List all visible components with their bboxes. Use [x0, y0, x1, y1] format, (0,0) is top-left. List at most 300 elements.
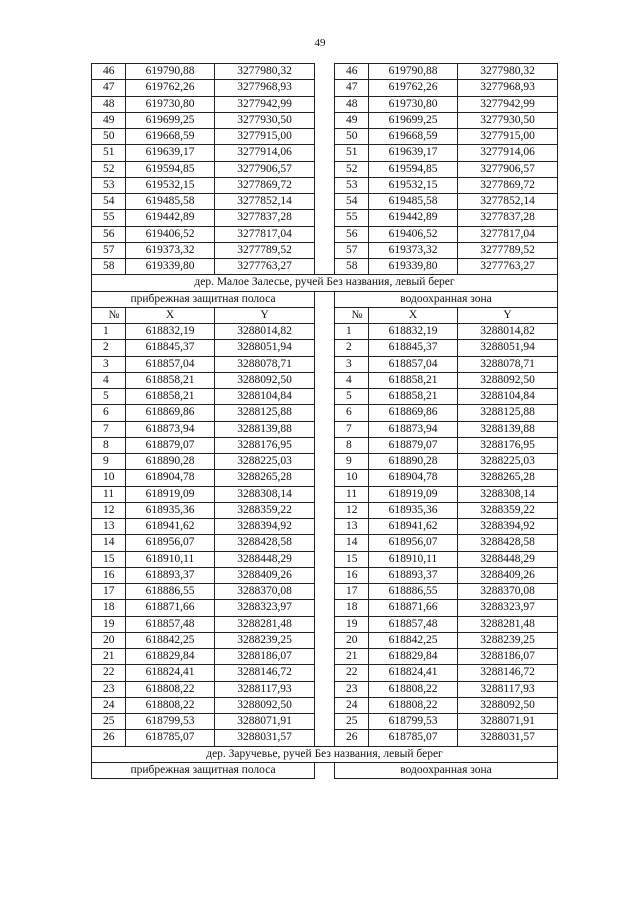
header-row: [92, 307, 558, 323]
coord-y: 3288370,08: [458, 584, 558, 600]
coord-x: 618890,28: [126, 454, 215, 470]
coord-y: 3288071,91: [215, 714, 315, 730]
coord-y: 3277915,00: [215, 129, 315, 145]
point-number: 11: [335, 486, 369, 502]
point-number: 48: [335, 96, 369, 112]
point-number: 5: [335, 389, 369, 405]
coord-y: 3288359,22: [215, 502, 315, 518]
coord-x: 619639,17: [369, 145, 458, 161]
point-number: 50: [335, 129, 369, 145]
table-row: [92, 194, 558, 210]
coord-y: 3288409,26: [215, 567, 315, 583]
point-number: 58: [92, 259, 126, 275]
coord-y: 3288092,50: [458, 372, 558, 388]
gap-cell: [315, 129, 335, 145]
point-number: 6: [92, 405, 126, 421]
gap-cell: [315, 177, 335, 193]
coord-x: 618904,78: [369, 470, 458, 486]
table-row: [92, 486, 558, 502]
point-number: 26: [92, 730, 126, 746]
table-row: [92, 389, 558, 405]
header-y: Y: [458, 307, 558, 323]
section2: [92, 746, 558, 779]
point-number: 25: [335, 714, 369, 730]
table-row: [92, 600, 558, 616]
point-number: 12: [335, 502, 369, 518]
table-row: [92, 632, 558, 648]
coord-y: 3277763,27: [215, 259, 315, 275]
coord-y: 3277942,99: [458, 96, 558, 112]
table-row: [92, 470, 558, 486]
coord-x: 618808,22: [369, 681, 458, 697]
table-row: [92, 421, 558, 437]
point-number: 20: [92, 632, 126, 648]
coord-x: 618857,48: [126, 616, 215, 632]
coord-x: 618919,09: [369, 486, 458, 502]
point-number: 9: [92, 454, 126, 470]
section-title: дер. Малое Залесье, ручей Без названия, левый берег: [92, 275, 558, 291]
gap-cell: [315, 616, 335, 632]
point-number: 6: [335, 405, 369, 421]
coord-y: 3288281,48: [458, 616, 558, 632]
coord-x: 619790,88: [126, 64, 215, 80]
coord-y: 3277906,57: [215, 161, 315, 177]
point-number: 22: [335, 665, 369, 681]
coord-y: 3288428,58: [215, 535, 315, 551]
gap-cell: [315, 340, 335, 356]
coord-y: 3288239,25: [458, 632, 558, 648]
gap-cell: [315, 210, 335, 226]
coord-x: 619762,26: [369, 80, 458, 96]
block1-rows: [92, 64, 558, 275]
point-number: 18: [92, 600, 126, 616]
gap-cell: [315, 665, 335, 681]
coord-x: 619668,59: [126, 129, 215, 145]
coord-x: 618904,78: [126, 470, 215, 486]
coord-y: 3288370,08: [215, 584, 315, 600]
coord-x: 618858,21: [126, 389, 215, 405]
coord-y: 3277852,14: [215, 194, 315, 210]
point-number: 8: [92, 437, 126, 453]
coord-y: 3288139,88: [458, 421, 558, 437]
coord-y: 3288031,57: [458, 730, 558, 746]
coord-x: 618890,28: [369, 454, 458, 470]
coord-x: 619730,80: [126, 96, 215, 112]
coord-y: 3288323,97: [215, 600, 315, 616]
coord-x: 619730,80: [369, 96, 458, 112]
point-number: 56: [92, 226, 126, 242]
coord-y: 3277869,72: [215, 177, 315, 193]
coord-y: 3288308,14: [215, 486, 315, 502]
table-row: [92, 80, 558, 96]
point-number: 2: [335, 340, 369, 356]
point-number: 18: [335, 600, 369, 616]
coord-y: 3288031,57: [215, 730, 315, 746]
table-row: [92, 454, 558, 470]
point-number: 13: [335, 519, 369, 535]
coord-x: 618879,07: [369, 437, 458, 453]
coord-y: 3277930,50: [215, 112, 315, 128]
point-number: 15: [92, 551, 126, 567]
table-row: [92, 177, 558, 193]
table-row: [92, 226, 558, 242]
coord-y: 3288092,50: [458, 697, 558, 713]
point-number: 54: [335, 194, 369, 210]
table-row: [92, 730, 558, 746]
point-number: 23: [92, 681, 126, 697]
header-num: №: [92, 307, 126, 323]
gap-cell: [315, 714, 335, 730]
point-number: 23: [335, 681, 369, 697]
coord-y: 3288176,95: [458, 437, 558, 453]
coord-y: 3288308,14: [458, 486, 558, 502]
point-number: 46: [335, 64, 369, 80]
coord-y: 3288104,84: [215, 389, 315, 405]
point-number: 11: [92, 486, 126, 502]
gap-cell: [315, 567, 335, 583]
point-number: 22: [92, 665, 126, 681]
point-number: 3: [92, 356, 126, 372]
coord-x: 619639,17: [126, 145, 215, 161]
point-number: 4: [92, 372, 126, 388]
coord-y: 3288265,28: [215, 470, 315, 486]
gap-cell: [315, 194, 335, 210]
gap-cell: [315, 486, 335, 502]
point-number: 17: [335, 584, 369, 600]
point-number: 58: [335, 259, 369, 275]
coord-x: 618857,04: [369, 356, 458, 372]
coord-x: 618893,37: [369, 567, 458, 583]
coord-y: 3288051,94: [458, 340, 558, 356]
table-row: [92, 697, 558, 713]
coord-x: 618799,53: [126, 714, 215, 730]
point-number: 48: [92, 96, 126, 112]
gap-cell: [315, 291, 335, 307]
table-row: [92, 64, 558, 80]
coord-x: 619594,85: [369, 161, 458, 177]
coord-y: 3288139,88: [215, 421, 315, 437]
coord-x: 619532,15: [126, 177, 215, 193]
coord-y: 3288117,93: [215, 681, 315, 697]
point-number: 7: [335, 421, 369, 437]
coord-y: 3277837,28: [458, 210, 558, 226]
zone-row: [92, 291, 558, 307]
gap-cell: [315, 584, 335, 600]
point-number: 47: [335, 80, 369, 96]
point-number: 52: [92, 161, 126, 177]
coord-x: 619699,25: [369, 112, 458, 128]
coord-y: 3288265,28: [458, 470, 558, 486]
point-number: 8: [335, 437, 369, 453]
coord-y: 3277852,14: [458, 194, 558, 210]
coord-x: 618873,94: [369, 421, 458, 437]
table-row: [92, 551, 558, 567]
coord-x: 619699,25: [126, 112, 215, 128]
coord-y: 3288359,22: [458, 502, 558, 518]
coord-y: 3288409,26: [458, 567, 558, 583]
gap-cell: [315, 405, 335, 421]
table-row: [92, 714, 558, 730]
coord-x: 618832,19: [126, 324, 215, 340]
point-number: 1: [335, 324, 369, 340]
coord-y: 3288428,58: [458, 535, 558, 551]
gap-cell: [315, 762, 335, 778]
table-row: [92, 584, 558, 600]
gap-cell: [315, 632, 335, 648]
coord-x: 619339,80: [126, 259, 215, 275]
coord-y: 3277763,27: [458, 259, 558, 275]
coord-y: 3288448,29: [458, 551, 558, 567]
coord-y: 3288323,97: [458, 600, 558, 616]
coord-y: 3288104,84: [458, 389, 558, 405]
coord-x: 619406,52: [369, 226, 458, 242]
coord-x: 618956,07: [369, 535, 458, 551]
coord-x: 619442,89: [369, 210, 458, 226]
point-number: 21: [92, 649, 126, 665]
point-number: 53: [335, 177, 369, 193]
point-number: 17: [92, 584, 126, 600]
gap-cell: [315, 259, 335, 275]
coord-y: 3277914,06: [215, 145, 315, 161]
coord-x: 619762,26: [126, 80, 215, 96]
coord-x: 618829,84: [126, 649, 215, 665]
coord-x: 618879,07: [126, 437, 215, 453]
point-number: 15: [335, 551, 369, 567]
point-number: 55: [92, 210, 126, 226]
coord-y: 3288014,82: [458, 324, 558, 340]
table-row: [92, 161, 558, 177]
coord-y: 3288125,88: [458, 405, 558, 421]
point-number: 12: [92, 502, 126, 518]
table-row: [92, 502, 558, 518]
coord-x: 619668,59: [369, 129, 458, 145]
gap-cell: [315, 421, 335, 437]
coord-x: 618808,22: [126, 681, 215, 697]
coord-y: 3288092,50: [215, 372, 315, 388]
coord-x: 618829,84: [369, 649, 458, 665]
table-row: [92, 519, 558, 535]
table-row: [92, 535, 558, 551]
gap-cell: [315, 161, 335, 177]
gap-cell: [315, 681, 335, 697]
point-number: 16: [92, 567, 126, 583]
coord-x: 618824,41: [126, 665, 215, 681]
table-row: [92, 242, 558, 258]
coord-x: 618873,94: [126, 421, 215, 437]
point-number: 24: [92, 697, 126, 713]
coord-x: 618832,19: [369, 324, 458, 340]
coord-x: 618886,55: [126, 584, 215, 600]
point-number: 20: [335, 632, 369, 648]
point-number: 26: [335, 730, 369, 746]
coord-y: 3288092,50: [215, 697, 315, 713]
coord-y: 3288448,29: [215, 551, 315, 567]
coord-x: 618845,37: [126, 340, 215, 356]
point-number: 47: [92, 80, 126, 96]
point-number: 5: [92, 389, 126, 405]
gap-cell: [315, 324, 335, 340]
point-number: 4: [335, 372, 369, 388]
header-x: X: [126, 307, 215, 323]
coord-y: 3288071,91: [458, 714, 558, 730]
table-row: [92, 372, 558, 388]
coord-y: 3288281,48: [215, 616, 315, 632]
coord-y: 3288394,92: [458, 519, 558, 535]
coordinates-table: [91, 63, 558, 779]
point-number: 49: [335, 112, 369, 128]
coord-x: 618857,04: [126, 356, 215, 372]
coord-x: 619485,58: [369, 194, 458, 210]
table-row: [92, 145, 558, 161]
coord-y: 3288078,71: [458, 356, 558, 372]
coord-x: 618858,21: [126, 372, 215, 388]
section1: [92, 275, 558, 324]
header-y: Y: [215, 307, 315, 323]
point-number: 19: [92, 616, 126, 632]
gap-cell: [315, 437, 335, 453]
header-x: X: [369, 307, 458, 323]
coord-x: 618886,55: [369, 584, 458, 600]
coord-y: 3288014,82: [215, 324, 315, 340]
gap-cell: [315, 80, 335, 96]
table-row: [92, 259, 558, 275]
coord-y: 3288394,92: [215, 519, 315, 535]
coord-y: 3277914,06: [458, 145, 558, 161]
coord-y: 3288146,72: [215, 665, 315, 681]
coord-y: 3277869,72: [458, 177, 558, 193]
point-number: 14: [335, 535, 369, 551]
coord-y: 3277817,04: [215, 226, 315, 242]
coord-x: 618845,37: [369, 340, 458, 356]
point-number: 14: [92, 535, 126, 551]
point-number: 3: [335, 356, 369, 372]
coord-x: 618857,48: [369, 616, 458, 632]
zone-left-label: прибрежная защитная полоса: [92, 291, 315, 307]
coord-x: 619373,32: [369, 242, 458, 258]
coord-x: 618858,21: [369, 389, 458, 405]
gap-cell: [315, 64, 335, 80]
coord-x: 618842,25: [126, 632, 215, 648]
section-title-row: [92, 746, 558, 762]
point-number: 49: [92, 112, 126, 128]
point-number: 2: [92, 340, 126, 356]
coord-x: 618935,36: [126, 502, 215, 518]
table-row: [92, 324, 558, 340]
coord-y: 3277968,93: [458, 80, 558, 96]
coord-x: 618869,86: [126, 405, 215, 421]
point-number: 53: [92, 177, 126, 193]
table-row: [92, 210, 558, 226]
point-number: 24: [335, 697, 369, 713]
gap-cell: [315, 145, 335, 161]
coord-x: 618842,25: [369, 632, 458, 648]
table-row: [92, 340, 558, 356]
coord-x: 618910,11: [369, 551, 458, 567]
coord-y: 3288225,03: [215, 454, 315, 470]
coord-x: 618808,22: [369, 697, 458, 713]
coord-x: 618785,07: [126, 730, 215, 746]
coord-x: 618941,62: [126, 519, 215, 535]
table-row: [92, 649, 558, 665]
zone-right-label: водоохранная зона: [335, 762, 558, 778]
coord-y: 3288078,71: [215, 356, 315, 372]
zone-left-label: прибрежная защитная полоса: [92, 762, 315, 778]
coord-y: 3277817,04: [458, 226, 558, 242]
gap-cell: [315, 307, 335, 323]
point-number: 55: [335, 210, 369, 226]
coord-x: 618956,07: [126, 535, 215, 551]
coord-x: 618871,66: [126, 600, 215, 616]
table-row: [92, 616, 558, 632]
table-row: [92, 356, 558, 372]
point-number: 13: [92, 519, 126, 535]
coord-x: 618935,36: [369, 502, 458, 518]
gap-cell: [315, 356, 335, 372]
gap-cell: [315, 502, 335, 518]
point-number: 16: [335, 567, 369, 583]
gap-cell: [315, 96, 335, 112]
coord-x: 618919,09: [126, 486, 215, 502]
table-row: [92, 405, 558, 421]
coord-x: 618808,22: [126, 697, 215, 713]
table-row: [92, 681, 558, 697]
point-number: 10: [335, 470, 369, 486]
coord-y: 3288186,07: [215, 649, 315, 665]
point-number: 46: [92, 64, 126, 80]
gap-cell: [315, 697, 335, 713]
coord-y: 3277915,00: [458, 129, 558, 145]
point-number: 10: [92, 470, 126, 486]
coord-x: 618869,86: [369, 405, 458, 421]
point-number: 50: [92, 129, 126, 145]
coord-x: 619485,58: [126, 194, 215, 210]
coord-x: 618893,37: [126, 567, 215, 583]
coord-y: 3277837,28: [215, 210, 315, 226]
table-row: [92, 96, 558, 112]
gap-cell: [315, 470, 335, 486]
coord-x: 619442,89: [126, 210, 215, 226]
coord-y: 3277980,32: [458, 64, 558, 80]
gap-cell: [315, 730, 335, 746]
gap-cell: [315, 551, 335, 567]
point-number: 51: [92, 145, 126, 161]
gap-cell: [315, 372, 335, 388]
point-number: 54: [92, 194, 126, 210]
table-row: [92, 437, 558, 453]
gap-cell: [315, 242, 335, 258]
point-number: 57: [335, 242, 369, 258]
zone-right-label: водоохранная зона: [335, 291, 558, 307]
section-title-row: [92, 275, 558, 291]
header-num: №: [335, 307, 369, 323]
point-number: 19: [335, 616, 369, 632]
coord-y: 3288239,25: [215, 632, 315, 648]
coord-y: 3277789,52: [458, 242, 558, 258]
point-number: 56: [335, 226, 369, 242]
gap-cell: [315, 112, 335, 128]
coord-y: 3277789,52: [215, 242, 315, 258]
gap-cell: [315, 454, 335, 470]
coord-y: 3288117,93: [458, 681, 558, 697]
zone-row: [92, 762, 558, 778]
table-row: [92, 567, 558, 583]
coord-x: 618871,66: [369, 600, 458, 616]
section-title: дер. Заручевье, ручей Без названия, левый берег: [92, 746, 558, 762]
coord-x: 618858,21: [369, 372, 458, 388]
point-number: 1: [92, 324, 126, 340]
coord-y: 3277942,99: [215, 96, 315, 112]
coord-x: 618941,62: [369, 519, 458, 535]
